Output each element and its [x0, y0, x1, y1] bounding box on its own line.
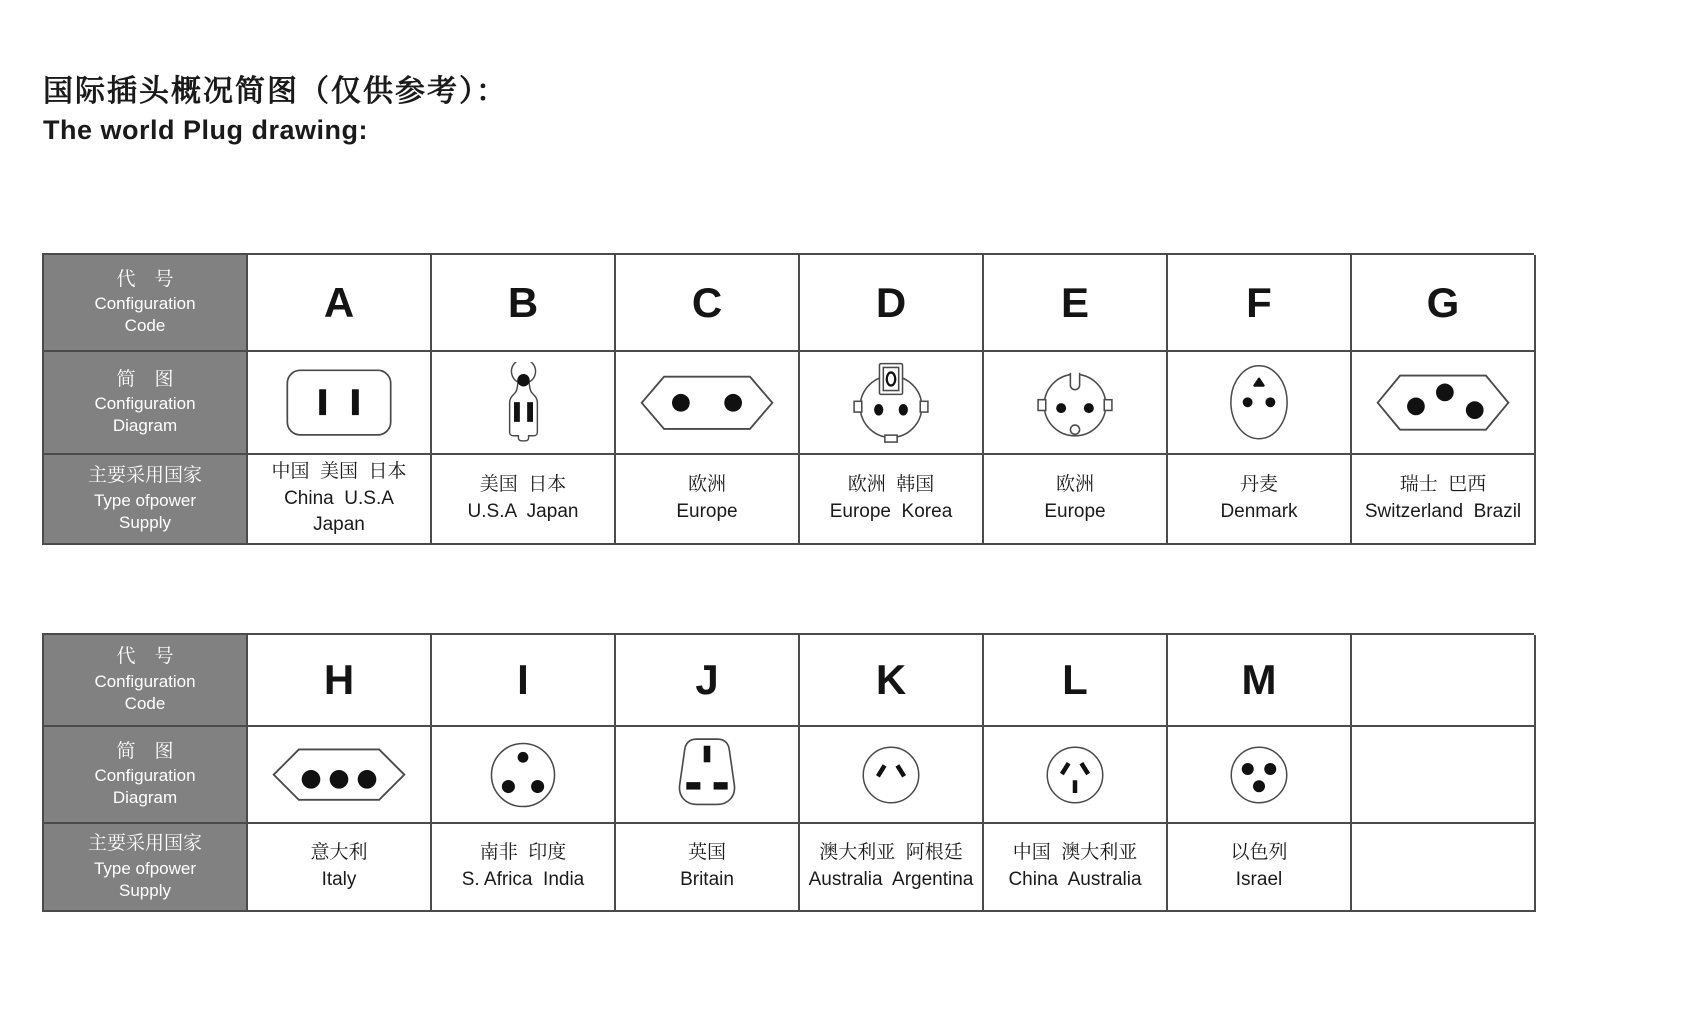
- diagram-cell-H: [248, 727, 432, 824]
- configuration-code-E: E: [984, 255, 1168, 352]
- country-line: Europe: [676, 501, 738, 522]
- country-line: 澳大利亚 阿根廷: [819, 842, 963, 864]
- country-line: U.S.A Japan: [467, 501, 579, 522]
- country-line: 瑞士 巴西: [1399, 474, 1487, 496]
- configuration-code-C: C: [616, 255, 800, 352]
- row-label-code-en1: Configuration: [94, 294, 196, 314]
- row-label-diagram-en2: Diagram: [112, 416, 178, 436]
- configuration-code-F: F: [1168, 255, 1352, 352]
- country-line: 英国: [687, 842, 726, 864]
- country-line: 南非 印度: [479, 842, 567, 864]
- plug-c-europlug-icon: [637, 372, 777, 434]
- country-cell-K: [800, 824, 984, 912]
- row-label-diagram: [44, 352, 248, 455]
- configuration-code-M: M: [1168, 635, 1352, 727]
- row-label-code-zh: 代 号: [116, 646, 174, 668]
- plug-i-south-african-icon: [483, 735, 563, 815]
- configuration-code-I: I: [432, 635, 616, 727]
- row-label-country-en1: Type ofpower: [93, 490, 197, 510]
- country-cell-G: [1352, 455, 1536, 545]
- configuration-code-A: A: [248, 255, 432, 352]
- diagram-cell-L: [984, 727, 1168, 824]
- row-label-country-zh: 主要采用国家: [87, 465, 202, 487]
- row-label-code-en2: Code: [124, 693, 166, 713]
- row-label-code-en1: Configuration: [94, 671, 196, 691]
- configuration-code-D: D: [800, 255, 984, 352]
- country-line: China U.S.A: [284, 487, 394, 509]
- country-cell-B: [432, 455, 616, 545]
- country-cell-F: [1168, 455, 1352, 545]
- plug-d-schuko-icon: [851, 359, 931, 445]
- row-label-diagram-en1: Configuration: [94, 394, 196, 414]
- country-line: China Australia: [1008, 869, 1142, 890]
- diagram-cell-C: [616, 352, 800, 455]
- row-label-code-zh: 代 号: [116, 268, 174, 290]
- row-label-diagram-en2: Diagram: [112, 788, 178, 808]
- country-line: 中国 美国 日本: [271, 460, 407, 482]
- country-cell-D: [800, 455, 984, 545]
- country-line: Japan: [313, 514, 365, 536]
- diagram-cell-F: [1168, 352, 1352, 455]
- row-label-diagram-zh: 简 图: [116, 368, 174, 390]
- row-label-diagram-zh: 简 图: [116, 740, 174, 762]
- country-line: 意大利: [310, 842, 368, 864]
- diagram-cell-empty: [1352, 727, 1536, 824]
- country-line: 欧洲: [687, 474, 726, 496]
- diagram-cell-E: [984, 352, 1168, 455]
- country-line: Italy: [321, 869, 357, 890]
- country-cell-A: [248, 455, 432, 545]
- country-cell-C: [616, 455, 800, 545]
- plug-m-israeli-icon: [1220, 736, 1298, 814]
- country-line: Denmark: [1220, 501, 1298, 522]
- diagram-cell-I: [432, 727, 616, 824]
- row-label-diagram: [44, 727, 248, 824]
- page-title-english: The world Plug drawing:: [43, 115, 368, 145]
- country-line: 中国 澳大利亚: [1012, 842, 1138, 864]
- row-label-code: [44, 635, 248, 727]
- diagram-cell-A: [248, 352, 432, 455]
- country-cell-I: [432, 824, 616, 912]
- world-plug-table-1: [42, 253, 1534, 545]
- row-label-country-en1: Type ofpower: [93, 858, 197, 878]
- country-line: Israel: [1235, 869, 1283, 890]
- page-title-chinese: 国际插头概况简图（仅供参考）：: [43, 75, 508, 108]
- country-cell-L: [984, 824, 1168, 912]
- row-label-country: [44, 824, 248, 912]
- country-line: 丹麦: [1239, 474, 1278, 496]
- configuration-code-empty: [1352, 635, 1536, 727]
- row-label-country-zh: 主要采用国家: [87, 833, 202, 855]
- plug-a-two-flat-blades-icon: [283, 366, 395, 439]
- country-cell-E: [984, 455, 1168, 545]
- row-label-diagram-en1: Configuration: [94, 766, 196, 786]
- configuration-code-G: G: [1352, 255, 1536, 352]
- plug-h-italian-icon: [269, 742, 409, 807]
- configuration-code-L: L: [984, 635, 1168, 727]
- world-plug-table-2: [42, 633, 1534, 912]
- configuration-code-H: H: [248, 635, 432, 727]
- diagram-cell-J: [616, 727, 800, 824]
- country-cell-empty: [1352, 824, 1536, 912]
- country-line: Switzerland Brazil: [1364, 501, 1522, 522]
- row-label-code: [44, 255, 248, 352]
- diagram-cell-D: [800, 352, 984, 455]
- row-label-country: [44, 455, 248, 545]
- country-line: Europe: [1044, 501, 1106, 522]
- row-label-code-en2: Code: [124, 316, 166, 336]
- diagram-cell-G: [1352, 352, 1536, 455]
- country-cell-H: [248, 824, 432, 912]
- plug-l-australian-three-pin-icon: [1036, 736, 1114, 814]
- plug-j-british-icon: [664, 735, 750, 814]
- diagram-cell-K: [800, 727, 984, 824]
- configuration-code-K: K: [800, 635, 984, 727]
- row-label-country-en2: Supply: [119, 512, 171, 532]
- plug-g-swiss-icon: [1373, 370, 1513, 435]
- configuration-code-B: B: [432, 255, 616, 352]
- country-line: 欧洲 韩国: [847, 474, 935, 496]
- diagram-cell-B: [432, 352, 616, 455]
- plug-f-danish-icon: [1221, 362, 1297, 443]
- country-line: Britain: [680, 869, 734, 890]
- country-line: 以色列: [1230, 842, 1288, 864]
- plug-e-french-icon: [1035, 362, 1115, 444]
- plug-k-australian-two-pin-icon: [852, 736, 930, 814]
- country-line: Europe Korea: [829, 501, 953, 522]
- country-line: 美国 日本: [479, 474, 567, 496]
- country-cell-M: [1168, 824, 1352, 912]
- country-line: S. Africa India: [461, 869, 585, 890]
- diagram-cell-M: [1168, 727, 1352, 824]
- plug-b-grounded-three-pin-icon: [487, 362, 560, 444]
- page-title: [43, 66, 508, 146]
- country-cell-J: [616, 824, 800, 912]
- country-line: Australia Argentina: [808, 869, 974, 890]
- country-line: 欧洲: [1055, 474, 1094, 496]
- row-label-country-en2: Supply: [119, 880, 171, 900]
- configuration-code-J: J: [616, 635, 800, 727]
